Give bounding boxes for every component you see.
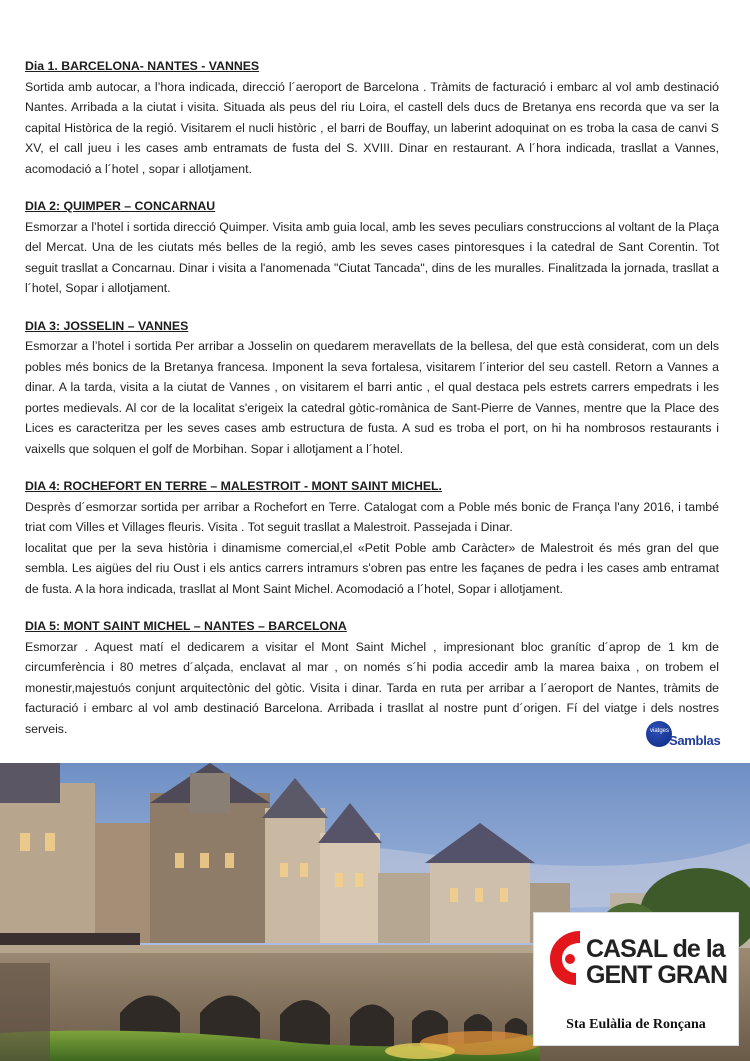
- day-description: [25, 217, 719, 299]
- day-section-2: [25, 196, 719, 299]
- casal-gent-gran-logo: [533, 912, 739, 1046]
- day-title: DIA 5: MONT SAINT MICHEL – NANTES – BARCELONA: [25, 619, 347, 633]
- day-section-3: [25, 316, 719, 460]
- casal-location-caption: Sta Eulàlia de Ronçana: [566, 1017, 706, 1032]
- day-description: [25, 336, 719, 459]
- casal-swirl-icon: [546, 927, 584, 989]
- day-description: [25, 77, 719, 180]
- day-section-4: [25, 476, 719, 599]
- samblas-name: Samblas: [669, 733, 721, 748]
- day-paragraph: Desprès d´esmorzar sortida per arribar a Rochefort en Terre. Catalogat com a Poble més bonic de França l'any 2016, i també triat com Villes et Villages fleuris. Visita . Tot seguit trasllat a Malestroit. Passejada i Dinar.: [25, 499, 719, 534]
- day-description: [25, 497, 719, 600]
- day-section-5: [25, 616, 719, 739]
- day-title: DIA 3: JOSSELIN – VANNES: [25, 318, 189, 333]
- day-paragraph: Esmorzar a l’hotel i sortida direcció Quimper. Visita amb guia local, amb les seves peculiars construccions al voltant de la Plaça del Mercat. Una de les ciutats més belles de la regió, amb les seves cases pintoresques i la catedral de Sant Corentin. Tot seguit trasllat a Concarnau. Dinar i visita a l'anomenada "Ciutat Tancada", dins de les muralles. Finalitzada la jornada, trasllat a l´hotel, Sopar i allotjament.: [25, 219, 719, 295]
- samblas-small-text: viatges: [650, 728, 670, 734]
- day-section-1: [25, 56, 719, 179]
- casal-title-line2: GENT GRAN: [586, 961, 727, 989]
- day-paragraph: Esmorzar a l’hotel i sortida Per arribar a Josselin on quedarem meravellats de la bellesa, del que està considerat, com un dels pobles més bonics de la Bretanya francesa. Imponent la seva fortalesa, visitarem l´interior del seu castell. Retorn a Vannes a dinar. A la tarda, visita a la ciutat de Vannes , on visitarem el barri antic , el qual destaca pels estrets carrers empedrats i les portes medievals. Al cor de la localitat s'erigeix la catedral gòtic-romànica de Sant-Pierre de Vannes, mentre que la Place des Lices es caracteritza per les seves cases amb estructura de fusta. A sud es troba el port, on hi ha nombrosos restaurants i vaixells que solquen el golf de Morbihan. Sopar i allotjament a l´hotel.: [25, 339, 719, 456]
- day-description: [25, 637, 719, 740]
- itinerary: [25, 56, 719, 756]
- day-title: DIA 2: QUIMPER – CONCARNAU: [25, 199, 216, 213]
- day-paragraph: Sortida amb autocar, a l’hora indicada, direcció l´aeroport de Barcelona . Tràmits de facturació i embarc al vol amb destinació Nantes. Arribada a la ciutat i visita. Situada als peus del riu Loira, el castell dels ducs de Bretanya ens recorda que va ser la capital Històrica de la regió. Visitarem el nucli històric , el barri de Bouffay, un laberint adoquinat on es troba la casa de canvi S XV, el call jueu i les cases amb entramats de fusta del S. XVIII. Dinar en restaurant. A l´hora indicada, trasllat a Vannes, acomodació a l´hotel , sopar i allotjament.: [25, 79, 719, 176]
- day-paragraph: Esmorzar . Aquest matí el dedicarem a visitar el Mont Saint Michel , impresionant bloc granític d´aprop de 1 km de circumferència i 80 metres d´alçada, enclavat al mar , on només s´hi podia accedir amb la marea baixa , on trobem el monestir,majestuós conjunt arquitectònic del gòtic. Visita i dinar. Tarda en ruta per arribar a l´aeroport de Nantes, tràmits de facturació i embarc al vol amb destinació Barcelona. Arribada i trasllat al nostre punt d´origen. Fí del viatge i dels nostres serveis.: [25, 639, 719, 736]
- samblas-logo: [646, 719, 726, 755]
- casal-title-line1: CASAL de la: [586, 935, 725, 963]
- day-title: DIA 4: ROCHEFORT EN TERRE – MALESTROIT - MONT SAINT MICHEL.: [25, 479, 442, 493]
- day-title: Dia 1. BARCELONA- NANTES - VANNES: [25, 59, 260, 73]
- day-paragraph: localitat que per la seva història i dinamisme comercial,el «Petit Poble amb Caràcter» de Malestroit és més gran del que sembla. Les aigües del riu Oust i els antics carrers intramurs s'obren pas entre les façanes de pedra i les cases amb entramat de fusta. A la hora indicada, trasllat al Mont Saint Michel. Acomodació a l´hotel, Sopar i allotjament.: [25, 540, 719, 596]
